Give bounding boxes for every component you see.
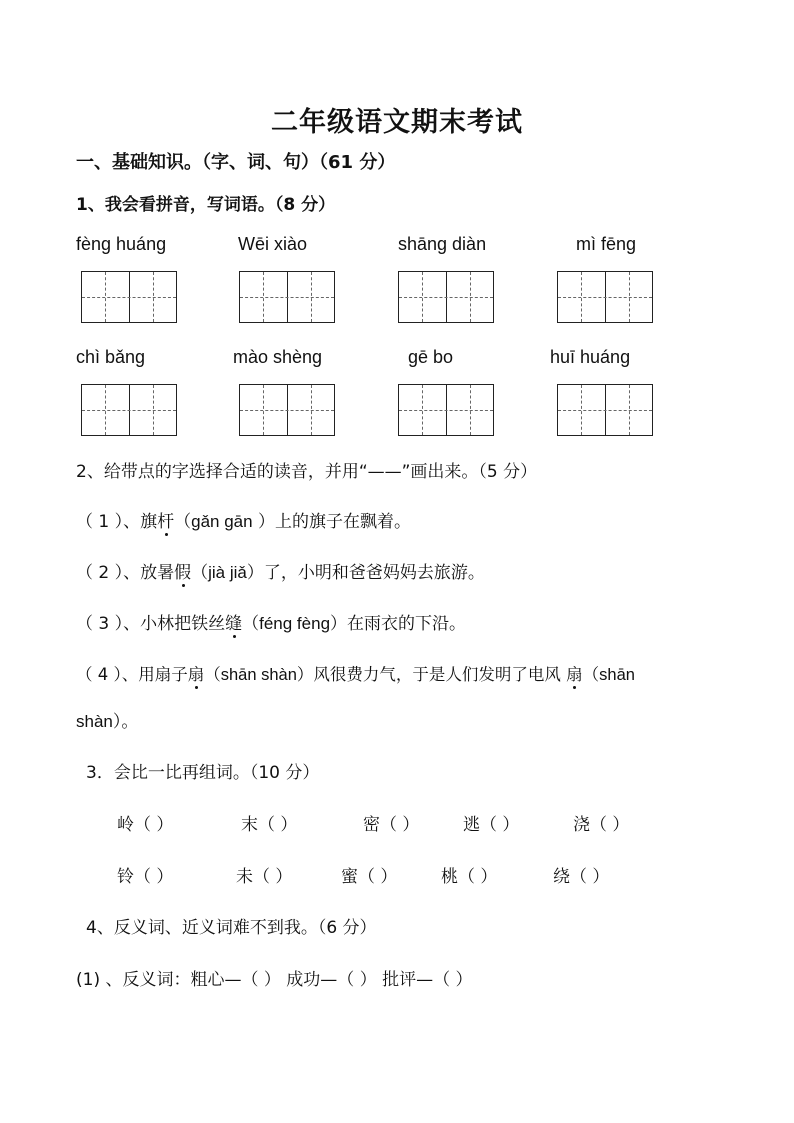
writing-grid[interactable] — [81, 271, 177, 323]
writing-grid[interactable] — [81, 384, 177, 436]
question-1-heading: 1、我会看拼音，写词语。（8 分） — [76, 195, 336, 215]
pinyin-label: shāng diàn — [398, 234, 487, 254]
word-pair[interactable]: 密（ ） — [363, 815, 420, 835]
word-pair[interactable]: 浇（ ） — [573, 815, 630, 835]
word-pair[interactable]: 逃（ ） — [463, 815, 520, 835]
pinyin-label: fènɡ huánɡ — [76, 234, 167, 254]
question-item: （ 2 ）、放暑假（jià jiǎ）了，小明和爸爸妈妈去旅游。 — [76, 558, 485, 583]
antonym-line[interactable]: (1) 、反义词：粗心—（ ） 成功—（ ） 批评—（ ） — [76, 970, 473, 990]
question-4-heading: 4、反义词、近义词难不到我。（6 分） — [86, 918, 377, 938]
question-item: （ 4 ）、用扇子扇（shān shàn）风很费力气，于是人们发明了电风 扇（shān — [76, 661, 635, 685]
writing-grid[interactable] — [398, 384, 494, 436]
word-pair[interactable]: 蜜（ ） — [341, 867, 398, 887]
pinyin-label: gē bo — [408, 347, 454, 367]
pinyin-options[interactable]: shān — [599, 666, 635, 684]
pinyin-options[interactable]: jià jiǎ — [208, 563, 247, 582]
question-item: （ 1 ）、旗杆（ɡǎn ɡān ）上的旗子在飘着。 — [76, 507, 411, 532]
question-item: （ 3 ）、小林把铁丝缝（fénɡ fènɡ）在雨衣的下沿。 — [76, 609, 466, 634]
pinyin-options[interactable]: fénɡ fènɡ — [259, 614, 331, 633]
writing-grid[interactable] — [239, 271, 335, 323]
writing-grid[interactable] — [557, 384, 653, 436]
pinyin-options[interactable]: shān shàn — [220, 666, 297, 684]
pinyin-label: huī huáng — [550, 347, 631, 367]
writing-grid[interactable] — [557, 271, 653, 323]
pinyin-label: chì bǎng — [76, 347, 146, 367]
word-pair[interactable]: 桃（ ） — [441, 867, 498, 887]
question-item-continuation: shàn）。 — [76, 712, 139, 731]
question-3-heading: 3．会比一比再组词。（10 分） — [86, 763, 320, 783]
word-pair[interactable]: 绕（ ） — [553, 867, 610, 887]
word-pair[interactable]: 末（ ） — [241, 815, 298, 835]
pinyin-label: mào shèng — [233, 347, 323, 367]
writing-grid[interactable] — [239, 384, 335, 436]
question-2-heading: 2、给带点的字选择合适的读音，并用“——”画出来。（5 分） — [76, 462, 538, 482]
word-pair[interactable]: 铃（ ） — [117, 867, 174, 887]
page-title: 二年级语文期末考试 — [271, 107, 523, 138]
pinyin-label: Wēi xiào — [238, 234, 308, 254]
pinyin-label: mì fēng — [576, 234, 637, 254]
word-pair[interactable]: 未（ ） — [236, 867, 293, 887]
pinyin-options[interactable]: ɡǎn ɡān — [191, 512, 253, 531]
word-pair[interactable]: 岭（ ） — [117, 815, 174, 835]
writing-grid[interactable] — [398, 271, 494, 323]
section-heading: 一、基础知识。（字、词、句）（61 分） — [76, 152, 396, 173]
